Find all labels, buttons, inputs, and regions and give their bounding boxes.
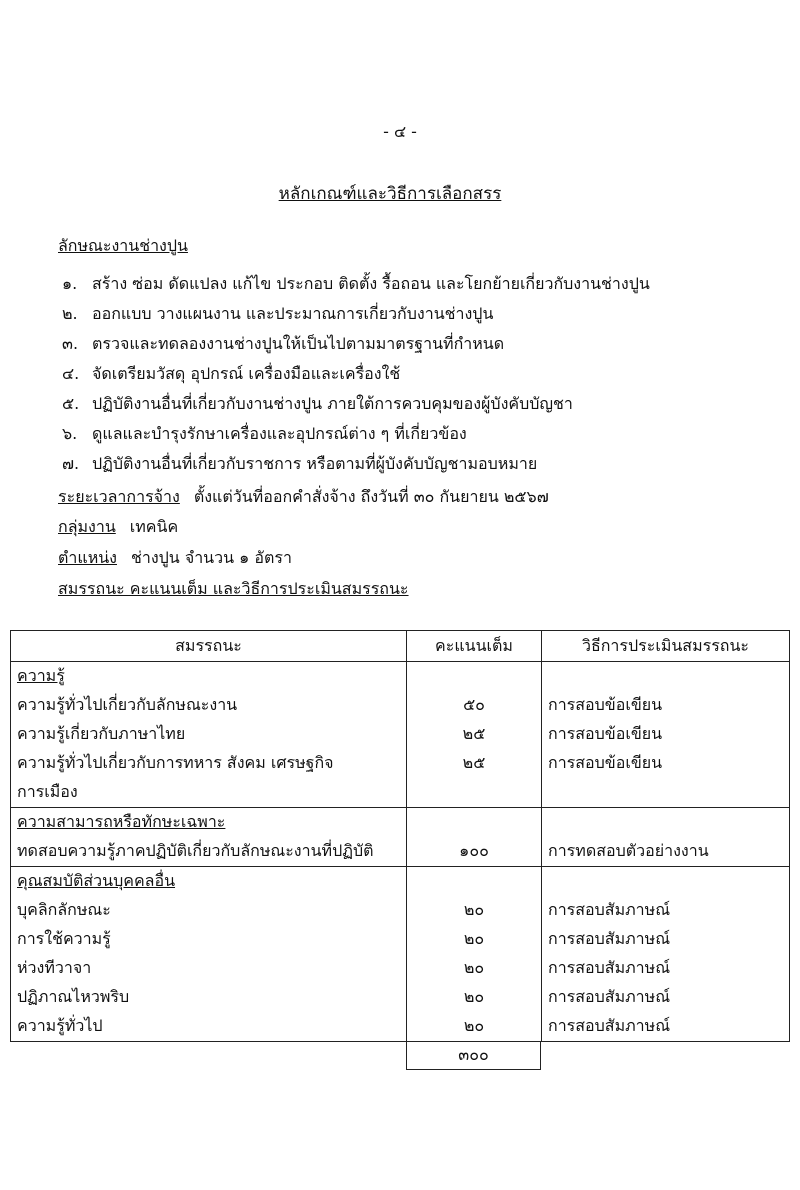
- score-cell: ๒๐: [407, 954, 542, 983]
- method-cell: การสอบข้อเขียน: [542, 720, 790, 749]
- duty-number: ๑.: [62, 274, 78, 293]
- method-cell: การทดสอบตัวอย่างงาน: [542, 837, 790, 867]
- method-cell: การสอบสัมภาษณ์: [542, 983, 790, 1012]
- table-row: [11, 896, 790, 925]
- employment-period: [58, 485, 549, 510]
- group-row: [11, 867, 790, 897]
- table-row: [11, 778, 790, 808]
- competency-table: [10, 630, 790, 1042]
- duty-item: [62, 362, 400, 387]
- duty-number: ๓.: [62, 334, 79, 353]
- table-row: [11, 925, 790, 954]
- table-row: [11, 954, 790, 983]
- duty-item: [62, 332, 504, 357]
- table-row: [11, 983, 790, 1012]
- group-title: คุณสมบัติส่วนบุคคลอื่น: [17, 871, 176, 890]
- method-cell: การสอบสัมภาษณ์: [542, 1012, 790, 1042]
- competency-cell: ความรู้ทั่วไปเกี่ยวกับลักษณะงาน: [11, 691, 407, 720]
- duty-item: [62, 272, 650, 297]
- method-cell: การสอบสัมภาษณ์: [542, 896, 790, 925]
- duty-text: ดูแลและบำรุงรักษาเครื่องและอุปกรณ์ต่าง ๆ ที่เกี่ยวข้อง: [92, 424, 467, 443]
- duty-number: ๗.: [62, 454, 80, 473]
- competency-cell: ความรู้ทั่วไป: [11, 1012, 407, 1042]
- table-row: [11, 749, 790, 778]
- score-cell: ๑๐๐: [407, 837, 542, 867]
- competency-cell: ห่วงทีวาจา: [11, 954, 407, 983]
- page-number: - ๔ -: [383, 122, 417, 141]
- header-competency: สมรรถนะ: [11, 631, 407, 662]
- competency-cell: ความรู้ทั่วไปเกี่ยวกับการทหาร สังคม เศรษฐกิจ: [11, 749, 407, 778]
- competency-cell: ปฏิภาณไหวพริบ: [11, 983, 407, 1012]
- work-group: [58, 515, 178, 540]
- score-cell: ๒๐: [407, 896, 542, 925]
- duty-number: ๕.: [62, 394, 80, 413]
- score-cell: ๒๐: [407, 925, 542, 954]
- period-value: ตั้งแต่วันที่ออกคำสั่งจ้าง ถึงวันที่ ๓๐ กันยายน ๒๕๖๗: [193, 487, 549, 506]
- competency-cell: การเมือง: [11, 778, 407, 808]
- duty-number: ๒.: [62, 304, 78, 323]
- page-title: หลักเกณฑ์และวิธีการเลือกสรร: [278, 184, 502, 204]
- duty-text: สร้าง ซ่อม ดัดแปลง แก้ไข ประกอบ ติดตั้ง รื้อถอน และโยกย้ายเกี่ยวกับงานช่างปูน: [92, 274, 650, 293]
- duty-item: [62, 452, 537, 477]
- score-cell: ๒๕: [407, 749, 542, 778]
- table-row: [11, 720, 790, 749]
- header-full-score: คะแนนเต็ม: [407, 631, 542, 662]
- group-value: เทคนิค: [129, 517, 179, 536]
- table-row: [11, 1012, 790, 1042]
- group-title: ความสามารถหรือทักษะเฉพาะ: [17, 812, 226, 831]
- duty-text: ออกแบบ วางแผนงาน และประมาณการเกี่ยวกับงานช่างปูน: [92, 304, 494, 323]
- duty-number: ๔.: [62, 364, 80, 383]
- method-cell: การสอบสัมภาษณ์: [542, 925, 790, 954]
- header-method: วิธีการประเมินสมรรถนะ: [542, 631, 790, 662]
- group-row: [11, 808, 790, 838]
- score-cell: ๒๐: [407, 983, 542, 1012]
- duty-number: ๖.: [62, 424, 78, 443]
- duties-heading: ลักษณะงานช่างปูน: [58, 236, 188, 255]
- duty-item: [62, 392, 573, 417]
- period-label: ระยะเวลาการจ้าง: [58, 487, 180, 506]
- table-row: [11, 691, 790, 720]
- competency-cell: บุคลิกลักษณะ: [11, 896, 407, 925]
- method-cell: การสอบสัมภาษณ์: [542, 954, 790, 983]
- score-cell: ๒๐: [407, 1012, 542, 1042]
- competency-cell: ทดสอบความรู้ภาคปฏิบัติเกี่ยวกับลักษณะงานที่ปฏิบัติ: [11, 837, 407, 867]
- method-cell: การสอบข้อเขียน: [542, 691, 790, 720]
- competency-heading: สมรรถนะ คะแนนเต็ม และวิธีการประเมินสมรรถนะ: [58, 579, 409, 598]
- method-cell: [542, 778, 790, 808]
- total-score: ๓๐๐: [406, 1041, 541, 1070]
- duty-text: ปฏิบัติงานอื่นที่เกี่ยวกับงานช่างปูน ภายใต้การควบคุมของผู้บังคับบัญชา: [92, 394, 573, 413]
- position: [58, 546, 292, 571]
- duty-text: ปฏิบัติงานอื่นที่เกี่ยวกับราชการ หรือตามที่ผู้บังคับบัญชามอบหมาย: [92, 454, 538, 473]
- table-row: [11, 837, 790, 867]
- duty-text: ตรวจและทดลองงานช่างปูนให้เป็นไปตามมาตรฐานที่กำหนด: [92, 334, 505, 353]
- group-label: กลุ่มงาน: [58, 517, 116, 536]
- method-cell: การสอบข้อเขียน: [542, 749, 790, 778]
- group-row: [11, 662, 790, 692]
- duty-item: [62, 302, 493, 327]
- score-cell: ๒๕: [407, 720, 542, 749]
- position-label: ตำแหน่ง: [58, 548, 117, 567]
- competency-cell: ความรู้เกี่ยวกับภาษาไทย: [11, 720, 407, 749]
- group-title: ความรู้: [17, 666, 65, 685]
- position-value: ช่างปูน จำนวน ๑ อัตรา: [130, 548, 292, 567]
- duty-text: จัดเตรียมวัสดุ อุปกรณ์ เครื่องมือและเครื่องใช้: [92, 364, 401, 383]
- score-cell: [407, 778, 542, 808]
- competency-cell: การใช้ความรู้: [11, 925, 407, 954]
- duty-item: [62, 422, 467, 447]
- score-cell: ๕๐: [407, 691, 542, 720]
